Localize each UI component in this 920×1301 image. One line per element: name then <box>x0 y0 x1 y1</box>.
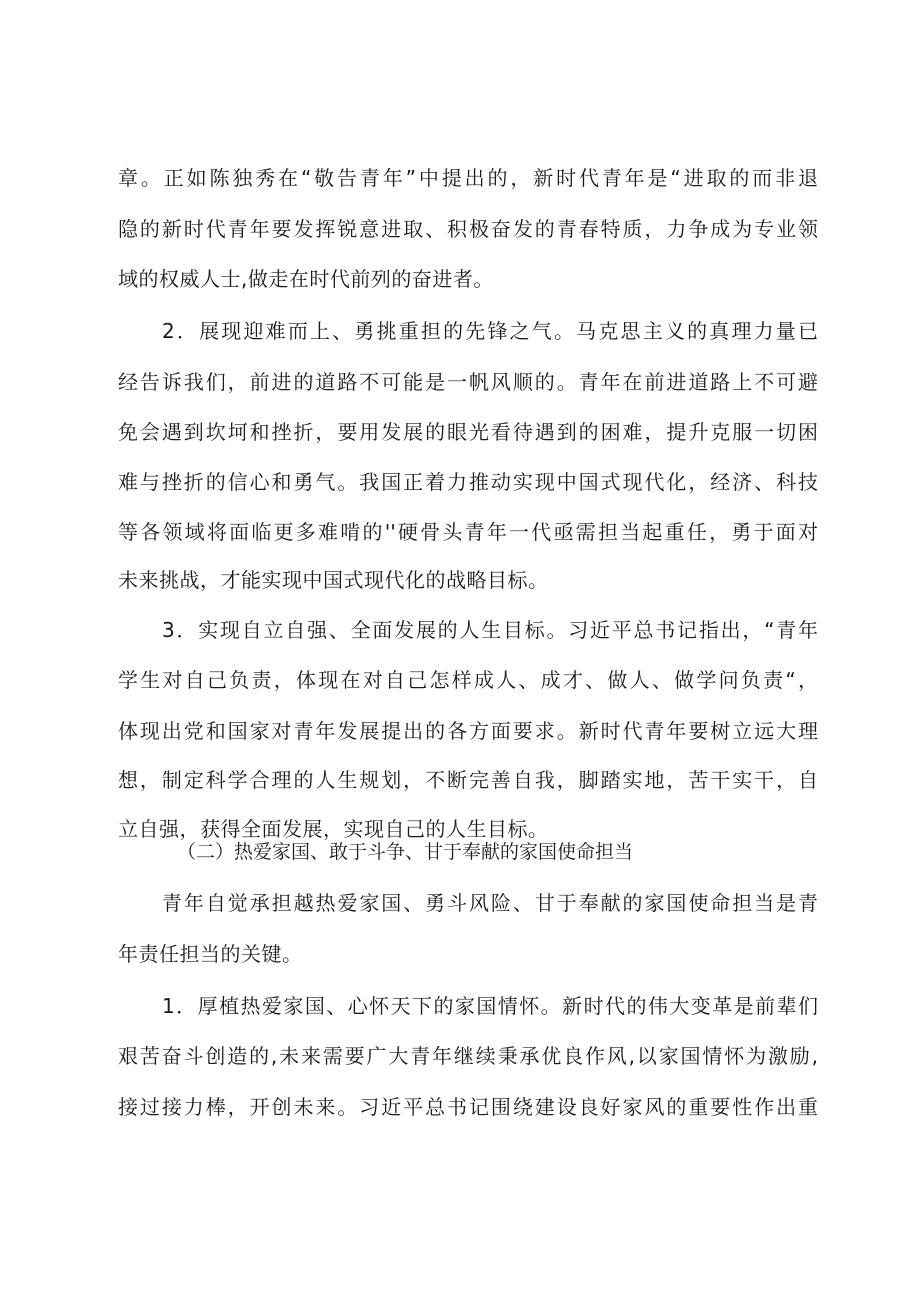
text-line <box>118 1091 818 1120</box>
text-line-content: 隐的新时代青年要发挥锐意进取、积极奋发的青春特质，力争成为专业领 <box>118 217 818 241</box>
text-line <box>118 466 818 495</box>
text-line-content: 艰苦奋斗创造的,未来需要广大青年继续秉承优良作风,以家国情怀为激励, <box>118 1044 818 1068</box>
text-line-content: 立自强，获得全面发展，实现自己的人生目标。 <box>118 817 549 841</box>
text-line-content: 想，制定科学合理的人生规划，不断完善自我，脚踏实地，苦干实干，自 <box>118 768 818 792</box>
text-line <box>118 213 818 242</box>
text-line-content: 青年自觉承担越热爱家国、勇斗风险、甘于奉献的家国使命担当是青 <box>162 891 818 915</box>
text-line-content: 接过接力棒，开创未来。习近平总书记围绕建设良好家风的重要性作出重 <box>118 1095 818 1119</box>
text-line <box>118 715 818 744</box>
text-line <box>162 315 818 344</box>
text-line <box>118 263 818 292</box>
text-line <box>118 416 818 445</box>
text-line-content: 等各领域将面临更多难啃的''硬骨头青年一代亟需担当起重任，勇于面对 <box>118 520 818 544</box>
text-line-content: 3．实现自立自强、全面发展的人生目标。习近平总书记指出，“青年 <box>162 618 818 642</box>
text-line-content: 未来挑战，才能实现中国式现代化的战略目标。 <box>118 568 549 592</box>
text-line-content: 2．展现迎难而上、勇挑重担的先锋之气。马克思主义的真理力量已 <box>162 319 818 343</box>
text-line <box>118 516 818 545</box>
text-line <box>118 764 818 793</box>
text-line <box>162 990 818 1019</box>
text-line-content: 年责任担当的关键。 <box>118 942 303 966</box>
text-line-content: 学生对自己负责，体现在对自己怎样成人、成才、做人、做学问负责“， <box>118 668 818 692</box>
text-line <box>118 564 818 593</box>
section-heading: （二）热爱家国、敢于斗争、甘于奉献的家国使命担当 <box>177 841 634 863</box>
text-line <box>118 366 818 395</box>
text-line-content: 体现出党和国家对青年发展提出的各方面要求。新时代青年要树立远大理 <box>118 719 818 743</box>
text-line <box>118 938 818 967</box>
text-line-content: 章。正如陈独秀在“敬告青年”中提出的，新时代青年是“进取的而非退 <box>118 166 818 190</box>
text-line-content: 经告诉我们，前进的道路不可能是一帆风顺的。青年在前进道路上不可避 <box>118 370 818 394</box>
text-line-content: 1．厚植热爱家国、心怀天下的家国情怀。新时代的伟大变革是前辈们 <box>162 994 818 1018</box>
text-line <box>118 162 818 191</box>
text-line <box>162 614 818 643</box>
text-line-content: 难与挫折的信心和勇气。我国正着力推动实现中国式现代化，经济、科技 <box>118 470 818 494</box>
text-line-content: 域的权威人士,做走在时代前列的奋进者。 <box>118 267 494 291</box>
text-line <box>118 664 818 693</box>
text-line <box>162 887 818 916</box>
text-line-content: 免会遇到坎坷和挫折，要用发展的眼光看待遇到的困难，提升克服一切困 <box>118 420 818 444</box>
text-line <box>118 1040 818 1069</box>
